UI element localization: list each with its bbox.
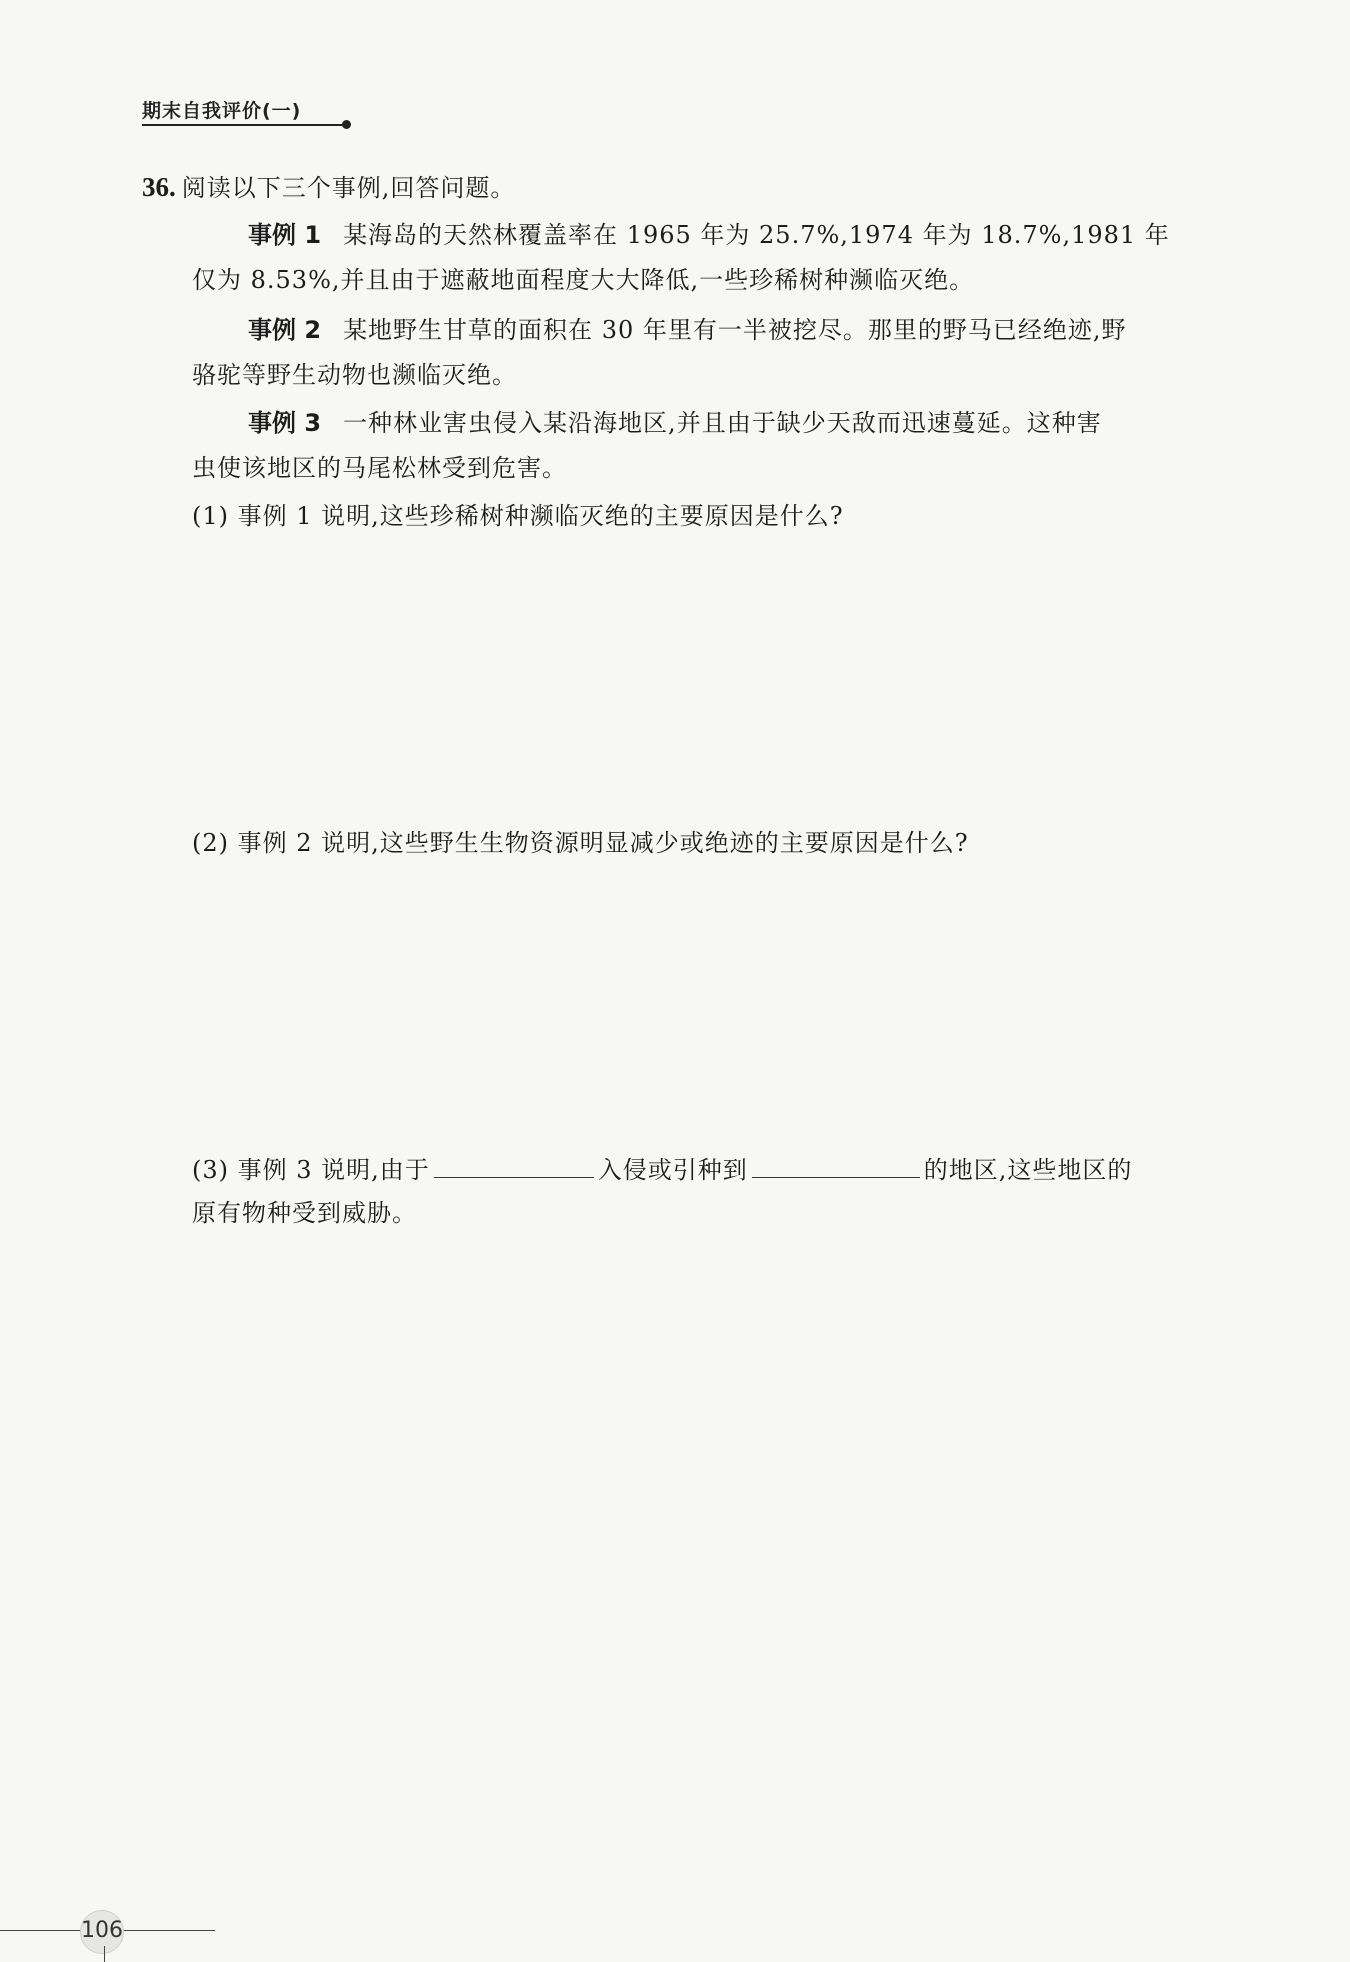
- case-3-text-1: 一种林业害虫侵入某沿海地区,并且由于缺少天敌而迅速蔓延。这种害: [343, 409, 1102, 437]
- header-title: 期末自我评价(一): [142, 100, 302, 122]
- case-1-line-2: 仅为 8.53%,并且由于遮蔽地面程度大大降低,一些珍稀树种濒临灭绝。: [192, 266, 975, 294]
- case-3-line-2: 虫使该地区的马尾松林受到危害。: [192, 454, 567, 482]
- sub-question-1: (1) 事例 1 说明,这些珍稀树种濒临灭绝的主要原因是什么?: [192, 502, 844, 530]
- case-2-line-1: [248, 315, 1127, 345]
- question-number: 36.: [142, 172, 176, 202]
- sub-question-3-line-2: 原有物种受到威胁。: [192, 1199, 417, 1227]
- answer-blank-2[interactable]: [752, 1153, 920, 1178]
- sub-question-3-line-1: [192, 1153, 1132, 1185]
- case-1-text-1: 某海岛的天然林覆盖率在 1965 年为 25.7%,1974 年为 18.7%,1981 年: [343, 221, 1170, 249]
- header-rule: [142, 124, 345, 126]
- question-prompt-line: [142, 172, 515, 203]
- case-2-line-2: 骆驼等野生动物也濒临灭绝。: [192, 361, 517, 389]
- sub-question-3-part-b: 入侵或引种到: [597, 1156, 748, 1184]
- case-1-line-1: [248, 220, 1170, 250]
- sub-question-3-part-c: 的地区,这些地区的: [923, 1156, 1133, 1184]
- case-2-text-1: 某地野生甘草的面积在 30 年里有一半被挖尽。那里的野马已经绝迹,野: [343, 316, 1127, 344]
- sub-question-3-part-a: (3) 事例 3 说明,由于: [192, 1156, 430, 1184]
- page-header: [142, 96, 301, 123]
- answer-blank-1[interactable]: [434, 1153, 594, 1178]
- case-3-line-1: [248, 408, 1102, 438]
- page-footer: [0, 1906, 230, 1962]
- case-2-label: 事例 2: [248, 316, 322, 344]
- footer-tick: [104, 1946, 105, 1962]
- header-dot: [342, 120, 351, 129]
- question-prompt: 阅读以下三个事例,回答问题。: [181, 174, 516, 202]
- sub-question-2: (2) 事例 2 说明,这些野生生物资源明显减少或绝迹的主要原因是什么?: [192, 829, 969, 857]
- case-3-label: 事例 3: [248, 409, 322, 437]
- page-number: 106: [81, 1918, 123, 1943]
- case-1-label: 事例 1: [248, 221, 322, 249]
